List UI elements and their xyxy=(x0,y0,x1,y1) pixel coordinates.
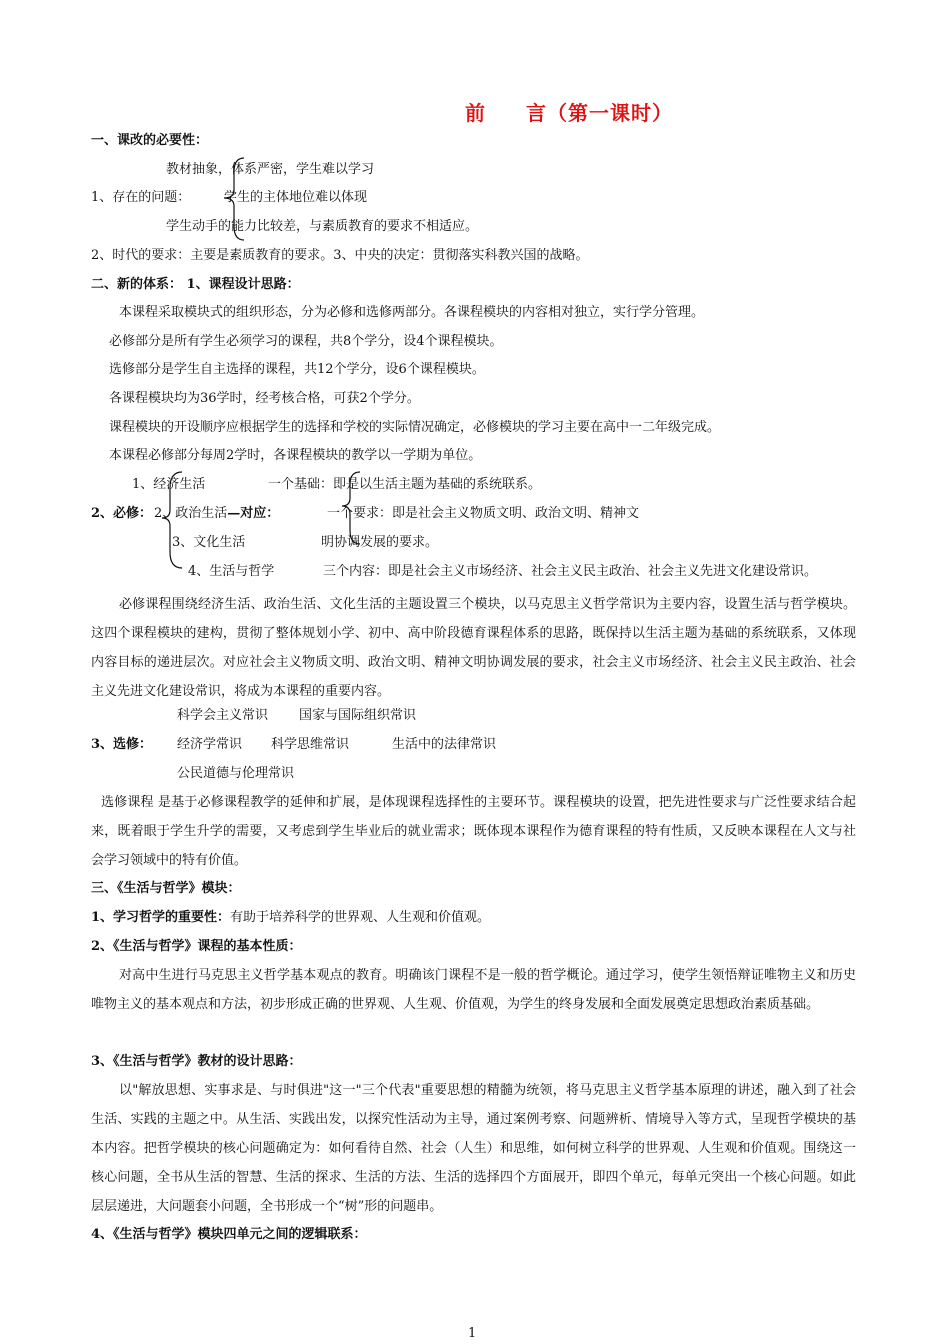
required-desc-1: 一个基础：即是以生活主题为基础的系统联系。 xyxy=(268,477,542,492)
design-line-3: 选修部分是学生自主选择的课程，共12个学分，设6个课程模块。 xyxy=(109,362,485,377)
page-title: 前 言（第一课时） xyxy=(465,101,673,125)
elective-paragraph: 选修课程 是基于必修课程教学的延伸和扩展，是体现课程选择性的主要环节。课程模块的设置，把先进性要求与广泛性要求结合起来，既着眼于学生升学的需要，又考虑到学生毕业后的就业需求；既体现本课程作为德育课程的特有性质，又反映本课程在人文与社会学习领域中的特有价值。 xyxy=(91,795,856,868)
section3-heading: 三、《生活与哲学》模块： xyxy=(91,881,241,896)
required-desc-2: 一个要求：即是社会主义物质文明、政治文明、精神文 xyxy=(327,506,640,521)
elective-item-4: 科学思维常识 xyxy=(271,737,350,752)
elective-item-1: 科学会主义常识 xyxy=(177,708,269,723)
page-number: 1 xyxy=(468,1326,477,1341)
design-line-5: 课程模块的开设顺序应根据学生的选择和学校的实际情况确定，必修模块的学习主要在高中一二年级完成。 xyxy=(109,420,721,435)
section1-line2: 2、时代的要求：主要是素质教育的要求。3、中央的决定：贯彻落实科教兴国的战略。 xyxy=(91,248,589,263)
brace-required-desc xyxy=(338,470,364,546)
required-desc-3: 明协调发展的要求。 xyxy=(321,535,439,550)
section3-point4-label: 4、《生活与哲学》模块四单元之间的逻辑联系： xyxy=(91,1227,367,1242)
section3-point2-label: 2、《生活与哲学》课程的基本性质： xyxy=(91,939,302,954)
section3-point1: 1、学习哲学的重要性：有助于培养科学的世界观、人生观和价值观。 xyxy=(91,910,491,925)
brace-required xyxy=(156,470,186,570)
problem-item-2: 学生的主体地位难以体现 xyxy=(224,190,368,205)
design-line-2: 必修部分是所有学生必须学习的课程，共8个学分，设4个课程模块。 xyxy=(109,334,503,349)
elective-label: 3、选修： xyxy=(91,737,153,752)
problem-item-3: 学生动手的能力比较差，与素质教育的要求不相适应。 xyxy=(166,219,479,234)
design-line-4: 各课程模块均为36学时，经考核合格，可获2个学分。 xyxy=(109,391,420,406)
elective-item-2: 国家与国际组织常识 xyxy=(299,708,417,723)
elective-item-5: 生活中的法律常识 xyxy=(392,737,497,752)
section3-point3-text: 以"解放思想、实事求是、与时俱进"这一"三个代表"重要思想的精髓为统领，将马克思主义哲学基本原理的讲述，融入到了社会生活、实践的主题之中。从生活、实践出发，以探究性活动为主导，通过案例考察、问题辨析、情境导入等方式，呈现哲学模块的基本内容。把哲学模块的核心问题确定为：如何看待自然、社会（人生）和思维，如何树立科学的世界观、人生观和价值观。围绕这一核心问题，全书从生活的智慧、生活的探求、生活的方法、生活的选择四个方面展开，即四个单元，每单元突出一个核心问题。如此层层递进，大问题套小问题，全书形成一个“树”形的问题串。 xyxy=(91,1083,856,1214)
design-line-1: 本课程采取模块式的组织形态，分为必修和选修两部分。各课程模块的内容相对独立，实行学分管理。 xyxy=(119,305,705,320)
elective-item-6: 公民道德与伦理常识 xyxy=(177,766,295,781)
problem-label: 1、存在的问题： xyxy=(91,190,191,205)
required-item-4: 4、生活与哲学 xyxy=(188,564,275,579)
problem-item-1: 教材抽象，体系严密，学生难以学习 xyxy=(166,162,375,177)
brace-problems xyxy=(214,156,248,242)
required-label: 2、必修： xyxy=(91,506,153,521)
required-item-1: 1、经济生活 xyxy=(132,477,206,492)
section1-heading: 一、课改的必要性： xyxy=(91,133,209,148)
required-item-3: 3、文化生活 xyxy=(172,535,246,550)
section3-point3-label: 3、《生活与哲学》教材的设计思路： xyxy=(91,1054,302,1069)
required-item-2: 2、政治生活—对应： xyxy=(154,506,280,521)
required-paragraph: 必修课程围绕经济生活、政治生活、文化生活的主题设置三个模块，以马克思主义哲学常识为主要内容，设置生活与哲学模块。这四个课程模块的建构，贯彻了整体规划小学、初中、高中阶段德育课程体系的思路，既保持以生活主题为基础的系统联系，又体现内容目标的递进层次。对应社会主义物质文明、政治文明、精神文明协调发展的要求，社会主义市场经济、社会主义民主政治、社会主义先进文化建设常识，将成为本课程的重要内容。 xyxy=(91,597,856,699)
required-desc-4: 三个内容：即是社会主义市场经济、社会主义民主政治、社会主义先进文化建设常识。 xyxy=(323,564,818,579)
section3-point2-text: 对高中生进行马克思主义哲学基本观点的教育。明确该门课程不是一般的哲学概论。通过学习，使学生领悟辩证唯物主义和历史唯物主义的基本观点和方法，初步形成正确的世界观、人生观、价值观，为学生的终身发展和全面发展奠定思想政治素质基础。 xyxy=(91,968,856,1012)
elective-item-3: 经济学常识 xyxy=(177,737,243,752)
design-line-6: 本课程必修部分每周2学时，各课程模块的教学以一学期为单位。 xyxy=(109,448,482,463)
section2-heading: 二、新的体系： 1、课程设计思路： xyxy=(91,277,300,292)
